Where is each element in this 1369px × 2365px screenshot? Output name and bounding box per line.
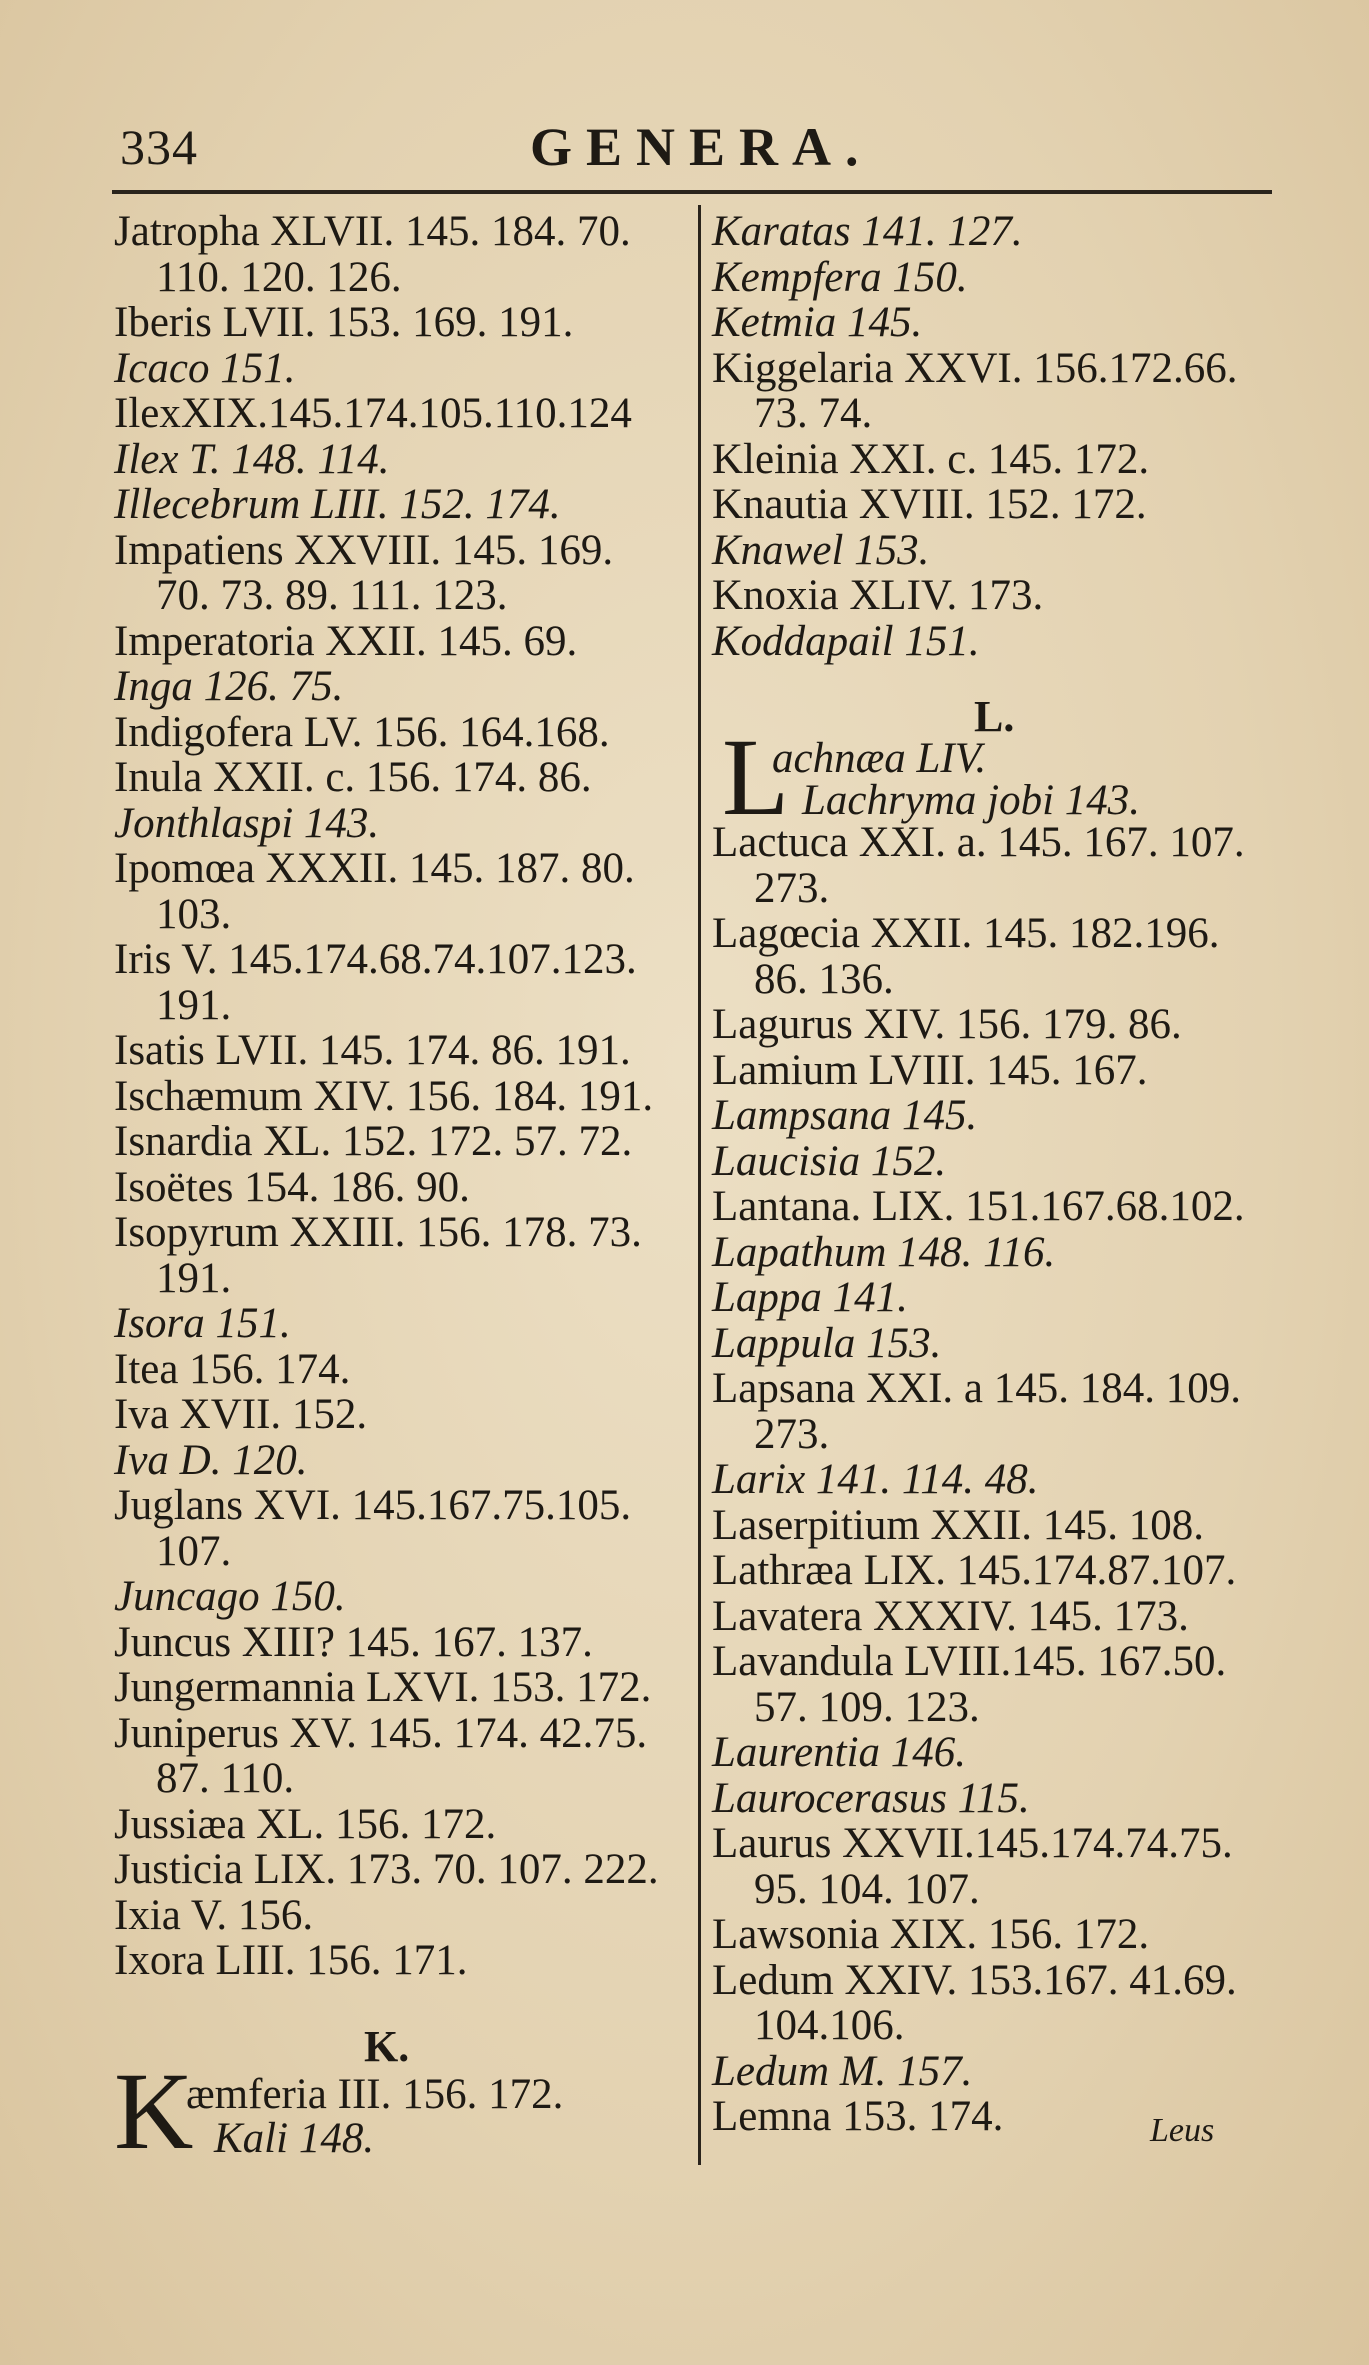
index-entry: Ixora LIII. 156. 171. — [114, 1937, 468, 1984]
index-entry: Justicia LIX. 173. 70. 107. 222. — [114, 1846, 659, 1893]
index-entry: Laucisia 152. — [712, 1137, 947, 1185]
index-entry: Koddapail 151. — [712, 617, 980, 665]
index-entry: IlexXIX.145.174.105.110.124 — [114, 390, 632, 437]
header-rule — [112, 190, 1272, 194]
index-entry: Inula XXII. c. 156. 174. 86. — [114, 754, 592, 801]
index-entry: Iris V. 145.174.68.74.107.123. — [114, 936, 637, 983]
index-entry: Lapathum 148. 116. — [712, 1228, 1056, 1276]
index-entry: Knautia XVIII. 152. 172. — [712, 481, 1147, 528]
index-entry: Ketmia 145. — [712, 299, 923, 346]
index-entry: Larix 141. 114. 48. — [712, 1456, 1039, 1503]
page-number: 334 — [120, 119, 198, 175]
index-entry-continuation: 273. — [754, 1410, 830, 1458]
index-entry: Iva XVII. 152. — [114, 1391, 368, 1438]
index-entry-continuation: 191. — [156, 1254, 232, 1302]
index-entry: Laurus XXVII.145.174.74.75. — [712, 1820, 1233, 1867]
index-entry-continuation: 104.106. — [754, 2002, 905, 2049]
index-entry: Juglans XVI. 145.167.75.105. — [114, 1482, 632, 1529]
index-entry: Jungermannia LXVI. 153. 172. — [114, 1664, 652, 1711]
index-entry-continuation: 110. 120. 126. — [156, 253, 402, 301]
index-entry: Juniperus XV. 145. 174. 42.75. — [114, 1709, 648, 1757]
index-entry: Isopyrum XXIII. 156. 178. 73. — [114, 1209, 642, 1256]
index-entry: Jatropha XLVII. 145. 184. 70. — [114, 208, 631, 255]
index-entry: Isoëtes 154. 186. 90. — [114, 1163, 470, 1211]
index-entry: Ipomœa XXXII. 145. 187. 80. — [114, 845, 635, 892]
index-entry: Laserpitium XXII. 145. 108. — [712, 1501, 1205, 1549]
index-entry: Ischæmum XIV. 156. 184. 191. — [114, 1072, 654, 1120]
index-entry-continuation: 107. — [156, 1527, 232, 1575]
index-entry: Indigofera LV. 156. 164.168. — [114, 708, 610, 756]
index-entry: Ledum XXIV. 153.167. 41.69. — [712, 1956, 1237, 2004]
index-entry: Lawsonia XIX. 156. 172. — [712, 1911, 1150, 1958]
column-divider — [698, 205, 701, 2165]
index-entry: Kiggelaria XXVI. 156.172.66. — [712, 344, 1238, 392]
index-entry: æmferia III. 156. 172. — [186, 2070, 564, 2118]
index-entry: Juncago 150. — [114, 1573, 346, 1620]
index-entry-continuation: 95. 104. 107. — [754, 1865, 980, 1913]
drop-cap-k: K — [114, 2049, 194, 2172]
index-entry: Lathræa LIX. 145.174.87.107. — [712, 1547, 1237, 1594]
index-entry: Lavandula LVIII.145. 167.50. — [712, 1638, 1227, 1685]
drop-cap-l: L — [722, 716, 790, 838]
index-entry: achnæa LIV. — [772, 735, 987, 782]
index-entry: Juncus XIII? 145. 167. 137. — [114, 1618, 593, 1666]
index-entry: Lapsana XXI. a 145. 184. 109. — [712, 1365, 1242, 1412]
index-entry: Isnardia XL. 152. 172. 57. 72. — [114, 1118, 633, 1165]
index-entry: Jonthlaspi 143. — [114, 799, 380, 847]
index-entry-continuation: 70. 73. 89. 111. 123. — [156, 572, 508, 619]
index-entry: Kleinia XXI. c. 145. 172. — [712, 435, 1150, 483]
index-entry: Itea 156. 174. — [114, 1345, 351, 1393]
index-entry-continuation: 57. 109. 123. — [754, 1683, 980, 1731]
index-entry: Laurentia 146. — [712, 1729, 967, 1776]
index-entry-continuation: 87. 110. — [156, 1755, 295, 1802]
index-entry: Isora 151. — [114, 1300, 291, 1347]
index-entry: Imperatoria XXII. 145. 69. — [114, 617, 578, 665]
index-entry: Lagœcia XXII. 145. 182.196. — [712, 910, 1220, 957]
index-entry: Ixia V. 156. — [114, 1891, 314, 1939]
index-entry-continuation: 191. — [156, 981, 232, 1029]
index-entry: Lappa 141. — [712, 1274, 908, 1321]
index-entry-continuation: 103. — [156, 890, 232, 938]
index-entry-continuation: 73. 74. — [754, 390, 873, 437]
index-entry: Impatiens XXVIII. 145. 169. — [114, 526, 614, 574]
index-entry: Knawel 153. — [712, 526, 930, 574]
index-entry: Lampsana 145. — [712, 1092, 978, 1139]
index-entry: Kempfera 150. — [712, 253, 968, 301]
index-entry: Lachryma jobi 143. — [802, 777, 1141, 824]
index-entry: Lemna 153. 174. — [712, 2093, 1004, 2140]
index-entry: Illecebrum LIII. 152. 174. — [114, 481, 561, 528]
index-entry: Knoxia XLIV. 173. — [712, 572, 1044, 619]
catchword: Leus — [1150, 2112, 1215, 2149]
index-entry: Lagurus XIV. 156. 179. 86. — [712, 1001, 1182, 1048]
running-head: GENERA. — [530, 117, 873, 177]
index-entry: Laurocerasus 115. — [712, 1774, 1030, 1822]
index-entry: Icaco 151. — [114, 344, 296, 392]
index-entry: Iva D. 120. — [114, 1436, 308, 1484]
index-entry-continuation: 273. — [754, 864, 830, 912]
index-entry-continuation: 86. 136. — [754, 955, 894, 1003]
index-entry: Lantana. LIX. 151.167.68.102. — [712, 1183, 1245, 1230]
index-entry: Isatis LVII. 145. 174. 86. 191. — [114, 1027, 631, 1074]
index-entry: Inga 126. 75. — [114, 663, 344, 710]
section-heading-k: K. — [364, 2021, 410, 2071]
index-entry: Karatas 141. 127. — [712, 208, 1023, 255]
index-entry: Jussiæa XL. 156. 172. — [114, 1800, 497, 1848]
index-entry: Iberis LVII. 153. 169. 191. — [114, 299, 574, 346]
index-entry: Ledum M. 157. — [712, 2047, 973, 2095]
index-entry: Lactuca XXI. a. 145. 167. 107. — [712, 819, 1245, 866]
index-entry: Ilex T. 148. 114. — [114, 435, 390, 483]
index-entry: Lappula 153. — [712, 1319, 942, 1367]
index-entry: Lavatera XXXIV. 145. 173. — [712, 1592, 1189, 1640]
section-heading-l: L. — [974, 692, 1015, 741]
index-entry: Kali 148. — [214, 2114, 375, 2162]
index-entry: Lamium LVIII. 145. 167. — [712, 1046, 1148, 1094]
